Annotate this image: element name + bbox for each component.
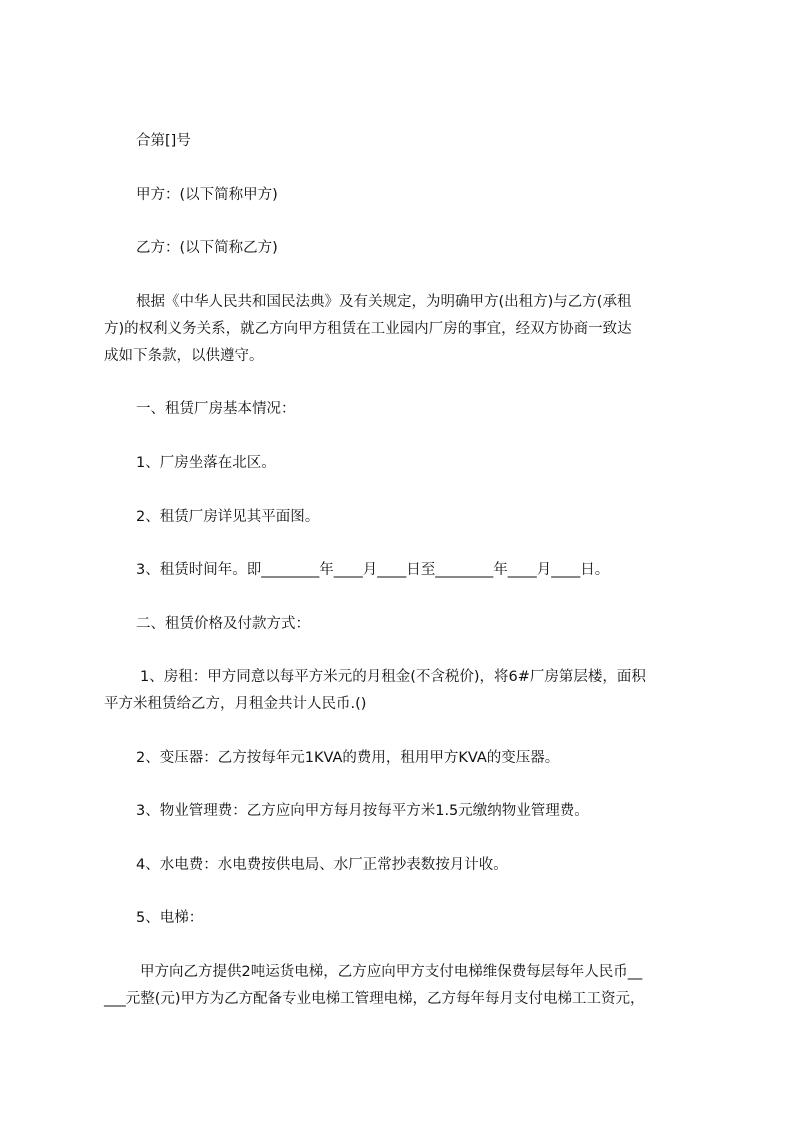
section-1-title: 一、租赁厂房基本情况： (136, 401, 296, 417)
section-1-item: 2、租赁厂房详见其平面图。 (136, 509, 320, 525)
section-1-item: 3、租赁时间年。即________年____月____日至________年____月____日。 (136, 562, 610, 578)
section-2-title: 二、租赁价格及付款方式： (136, 616, 310, 632)
property-fee-clause: 3、物业管理费：乙方应向甲方每月按每平方米1.5元缴纳物业管理费。 (136, 803, 589, 819)
rent-clause: 平方米租赁给乙方，月租金共计人民币.() (104, 696, 367, 712)
transformer-clause: 2、变压器：乙方按每年元1KVA的费用，租用甲方KVA的变压器。 (136, 750, 560, 766)
intro-line: 成如下条款，以供遵守。 (104, 348, 264, 364)
intro-line: 根据《中华人民共和国民法典》及有关规定，为明确甲方(出租方)与乙方(承租 (136, 294, 632, 310)
utilities-clause: 4、水电费：水电费按供电局、水厂正常抄表数按月计收。 (136, 857, 508, 873)
contract-number: 合第[]号 (136, 133, 191, 149)
elevator-clause: 甲方向乙方提供2吨运货电梯，乙方应向甲方支付电梯维保费每层每年人民币__ (140, 964, 643, 980)
party-b-line: 乙方：(以下简称乙方) (136, 240, 278, 256)
elevator-title: 5、电梯： (136, 910, 204, 926)
rent-clause: 1、房租：甲方同意以每平方米元的月租金(不含税价)，将6#厂房第层楼，面积 (140, 669, 646, 685)
section-1-item: 1、厂房坐落在北区。 (136, 455, 276, 471)
intro-line: 方)的权利义务关系，就乙方向甲方租赁在工业园内厂房的事宜，经双方协商一致达 (104, 321, 632, 337)
party-a-line: 甲方：(以下简称甲方) (136, 187, 278, 203)
elevator-clause: ___元整(元)甲方为乙方配备专业电梯工管理电梯，乙方每年每月支付电梯工工资元， (104, 991, 645, 1007)
